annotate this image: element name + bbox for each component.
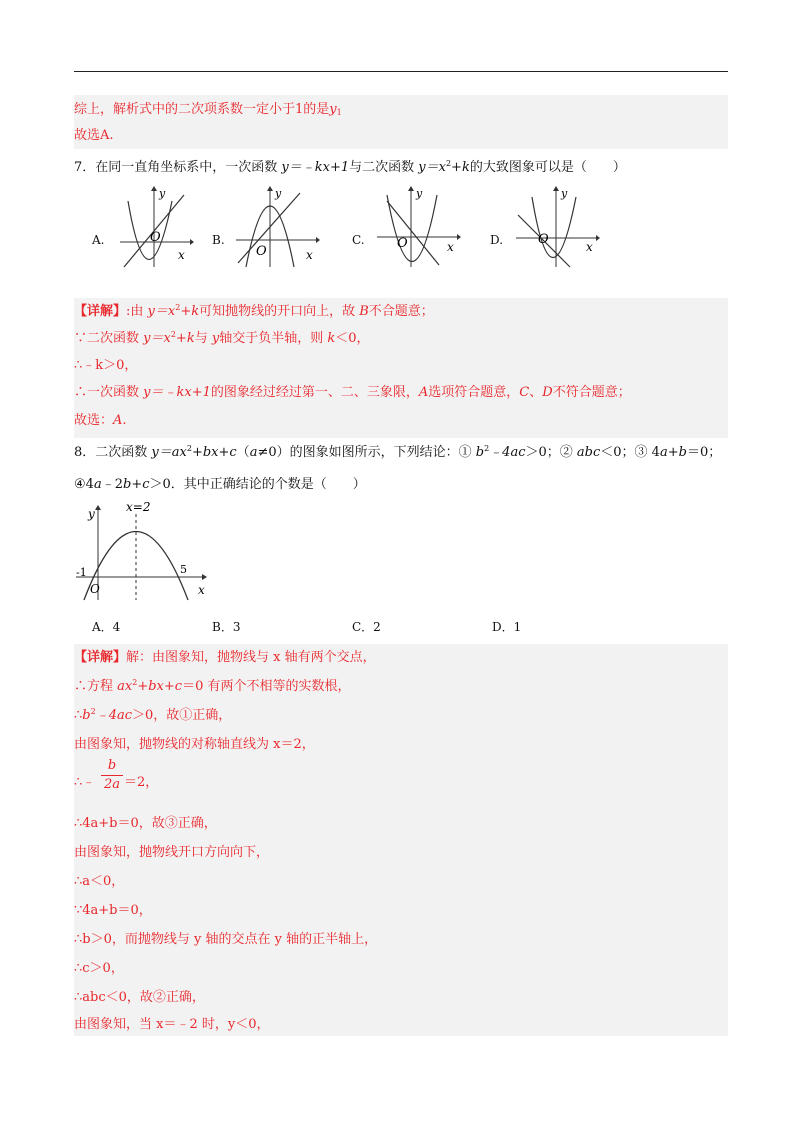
sol8-line-2: ∴方程 $ax^2+bx+c=0$ 有两个不相等的实数根， (74, 678, 351, 694)
question-8-line-2: ④4a﹣2b+c＞0．其中正确结论的个数是（ ） (74, 477, 366, 492)
prev-solution-line-2: 故选A. (74, 128, 114, 143)
sol8-line-13: 由图象知，当 x＝﹣2 时，y＜0， (74, 1017, 270, 1032)
sol7-line-1: 【详解】:由 $y=x^2+k$可知抛物线的开口向上，故 B不合题意； (74, 303, 434, 319)
sol8-line-3: $\therefore b^2﹣4ac>0$，故①正确， (74, 707, 232, 723)
solution-8-box (74, 644, 728, 1036)
sol8-frac-numerator: b (107, 758, 117, 773)
q7-b-y-label: y (275, 187, 282, 200)
q8-x-label: x (198, 583, 205, 597)
q8-axis-label: x=2 (126, 500, 151, 514)
q7-d-y-label: y (561, 187, 568, 200)
sol8-line-11: ∴c＞0， (74, 961, 124, 976)
sol8-line-1: 【详解】解：由图象知，抛物线与 x 轴有两个交点， (74, 650, 376, 665)
q7-b-origin: O (256, 244, 267, 259)
sol8-line-5-suffix: ＝2， (124, 775, 159, 790)
q7-option-a-label: A. (92, 233, 105, 247)
q8-choice-a: A．4 (92, 620, 121, 634)
q8-choice-b: B．3 (212, 620, 241, 634)
q8-graph (76, 498, 210, 602)
question-7: 7．在同一直角坐标系中，一次函数 y＝﹣kx+1与二次函数 $y=x^2+k$的大致图象可以是（ ） (74, 159, 626, 175)
q7-b-x-label: x (306, 248, 313, 262)
q8-choice-d: D．1 (492, 620, 522, 634)
sol8-line-6: ∴4a+b＝0，故③正确， (74, 816, 217, 831)
question-8-line-1: 8．二次函数 $y=ax^2+bx+c(a\ne 0)$的图象如图所示，下列结论：① $b^2﹣4ac>0$；② abc＜0；③ 4a+b＝0； (74, 444, 722, 460)
q8-y-label: y (88, 507, 95, 521)
q7-c-origin: O (397, 236, 408, 251)
q7-option-b-label: B. (212, 233, 225, 247)
q7-c-x-label: x (447, 240, 454, 254)
q7-a-x-label: x (178, 248, 185, 262)
sol8-line-10: ∴b＞0，而抛物线与 y 轴的交点在 y 轴的正半轴上， (74, 932, 378, 947)
q8-left-root: -1 (76, 566, 87, 579)
header-rule (74, 71, 728, 72)
q7-graph-b (232, 183, 322, 268)
sol7-tag: 【详解】 (74, 304, 127, 319)
sol8-line-9: ∵4a+b＝0， (74, 903, 152, 918)
sol8-tag: 【详解】 (74, 650, 127, 665)
q8-origin: O (90, 582, 100, 596)
sol8-fraction (101, 758, 123, 793)
sol7-line-2: ∵二次函数 $y=x^2+k$与 y轴交于负半轴，则 k＜0， (74, 330, 370, 346)
q7-graph-a (112, 183, 194, 268)
sol7-line-5: 故选：A. (74, 413, 127, 428)
q7-d-x-label: x (586, 240, 593, 254)
sol8-line-5-prefix: ∴﹣ (74, 775, 96, 790)
sol7-line-4: ∴一次函数 y＝﹣kx+1的图象经过经过第一、二、三象限，A选项符合题意，C、D不符合题意； (74, 385, 631, 400)
q7-option-c-label: C. (352, 233, 365, 247)
q7-graph-d (512, 183, 602, 268)
q7-d-origin: O (538, 232, 549, 247)
q7-option-d-label: D. (490, 233, 504, 247)
sol8-line-7: 由图象知，抛物线开口方向向下， (74, 845, 270, 860)
sol8-line-4: 由图象知，抛物线的对称轴直线为 x＝2， (74, 737, 315, 752)
q8-choice-c: C．2 (352, 620, 381, 634)
prev-solution-line-1: 综上，解析式中的二次项系数一定小于1的是$y_1$ (74, 102, 342, 117)
sol8-line-12: ∴abc＜0，故②正确， (74, 990, 205, 1005)
sol7-line-3: ∴﹣k＞0， (74, 358, 138, 373)
sol8-frac-denominator: 2a (103, 777, 121, 792)
sol8-line-8: ∴a＜0， (74, 874, 125, 889)
q7-a-origin: O (150, 230, 161, 245)
q7-c-y-label: y (416, 187, 423, 200)
q7-graph-c (373, 183, 463, 268)
q8-right-root: 5 (180, 563, 187, 576)
q7-a-y-label: y (159, 187, 166, 200)
sol8-frac-bar (101, 775, 123, 776)
